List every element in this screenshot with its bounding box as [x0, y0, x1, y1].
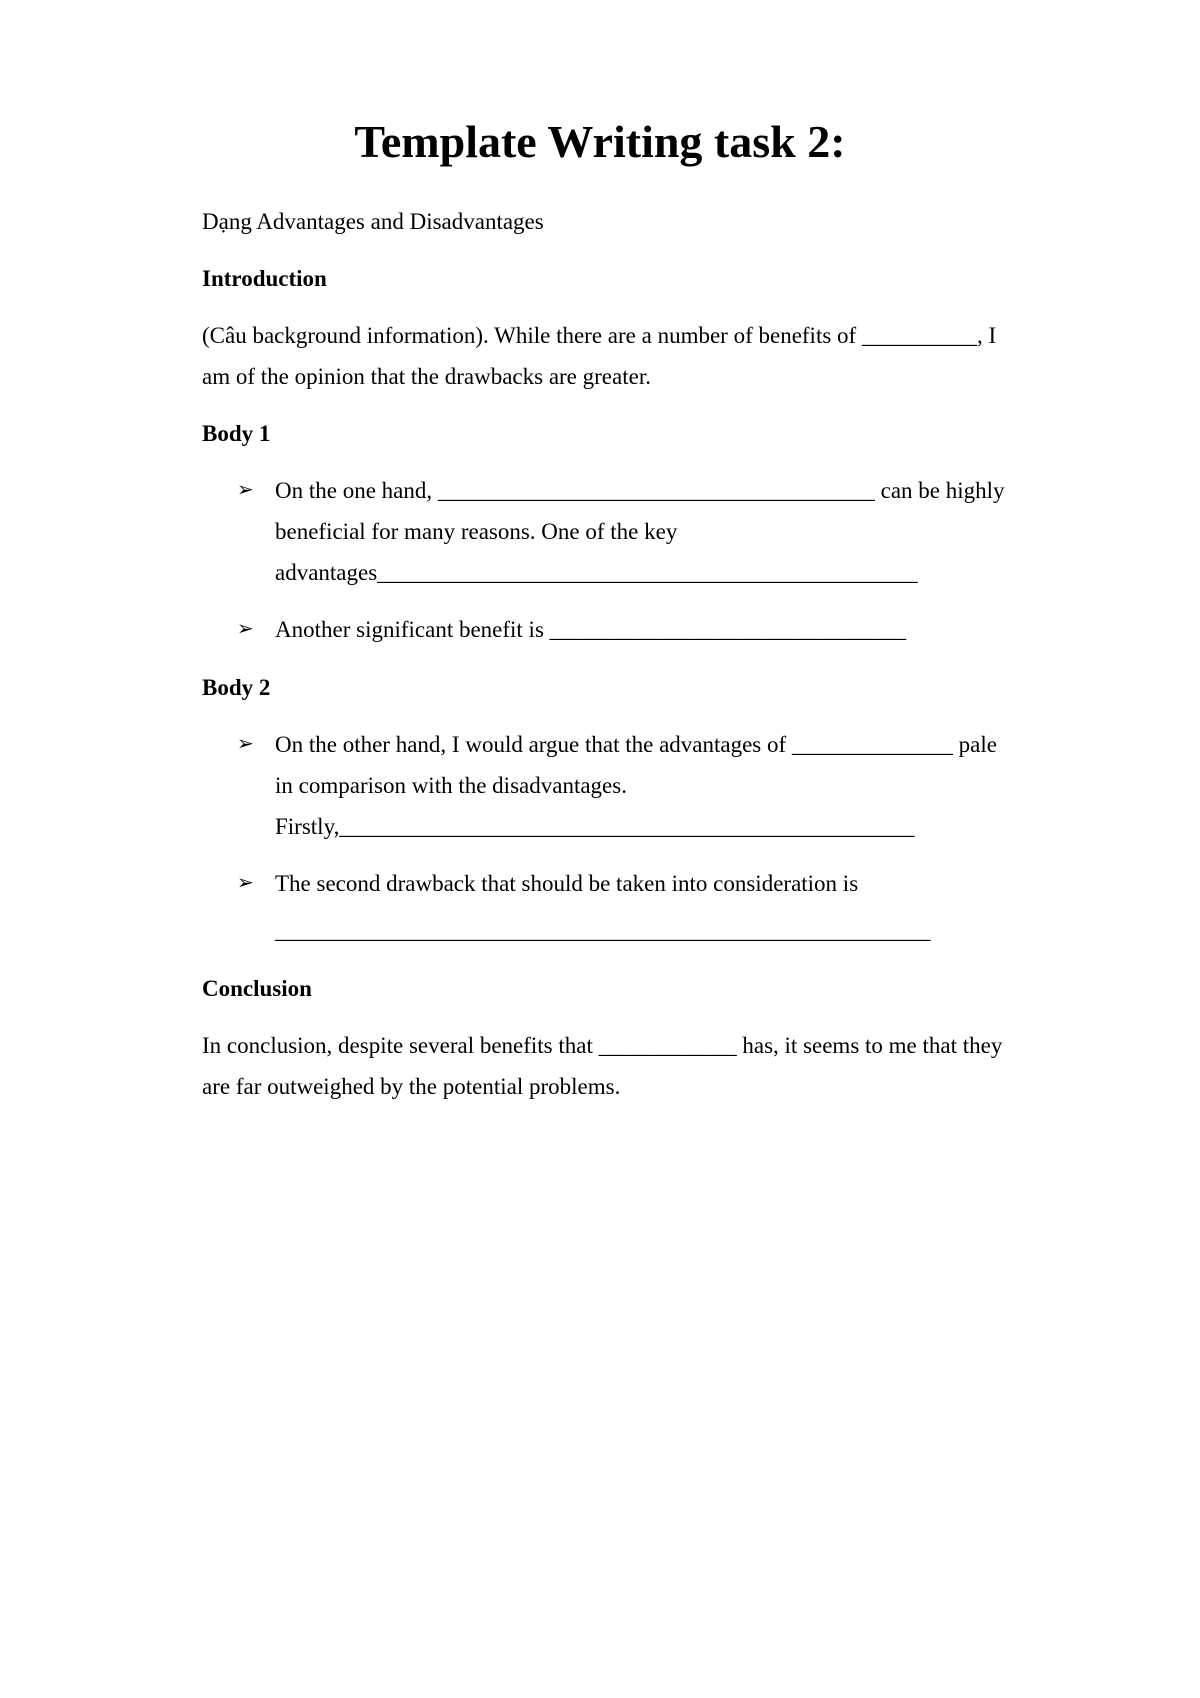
- document-title: Template Writing task 2:: [354, 116, 846, 167]
- body1-item-1-line-1: On the one hand, ______________________________________ can be highly: [275, 478, 1005, 503]
- body2-item-2: [275, 863, 1120, 904]
- document-subtitle: Dạng Advantages and Disadvantages: [202, 209, 544, 234]
- bullet-arrow-icon: ➢: [237, 479, 254, 501]
- body1-item-1: [275, 470, 1120, 593]
- body2-item-1: [275, 724, 1120, 847]
- conclusion-paragraph: [202, 1025, 1122, 1107]
- body1-item-2-line-1: Another significant benefit is _______________________________: [275, 617, 907, 642]
- body2-item-2-line-2: _________________________________________________________: [275, 918, 931, 943]
- conclusion-line-1: In conclusion, despite several benefits that ____________ has, it seems to me that they: [202, 1033, 1003, 1058]
- body2-item-1-line-2: in comparison with the disadvantages.: [275, 773, 627, 798]
- introduction-paragraph: [202, 315, 1122, 397]
- body1-item-2: [275, 609, 1120, 650]
- bullet-arrow-icon: ➢: [237, 872, 254, 894]
- body2-item-1-line-1: On the other hand, I would argue that the advantages of ______________ pale: [275, 732, 997, 757]
- introduction-line-1: (Câu background information). While there are a number of benefits of __________, I: [202, 323, 997, 348]
- body1-item-1-line-3: advantages_______________________________________________: [275, 560, 918, 585]
- bullet-arrow-icon: ➢: [237, 618, 254, 640]
- body1-item-1-line-2: beneficial for many reasons. One of the key: [275, 519, 678, 544]
- body2-item-2-line-1: The second drawback that should be taken into consideration is: [275, 871, 859, 896]
- body2-item-2-blank: [275, 910, 1120, 951]
- body1-heading: Body 1: [202, 421, 271, 446]
- conclusion-heading: Conclusion: [202, 976, 312, 1001]
- conclusion-line-2: are far outweighed by the potential problems.: [202, 1074, 621, 1099]
- body2-heading: Body 2: [202, 675, 271, 700]
- introduction-heading: Introduction: [202, 266, 327, 291]
- bullet-arrow-icon: ➢: [237, 733, 254, 755]
- body2-item-1-line-3: Firstly,__________________________________________________: [275, 814, 915, 839]
- introduction-line-2: am of the opinion that the drawbacks are greater.: [202, 364, 651, 389]
